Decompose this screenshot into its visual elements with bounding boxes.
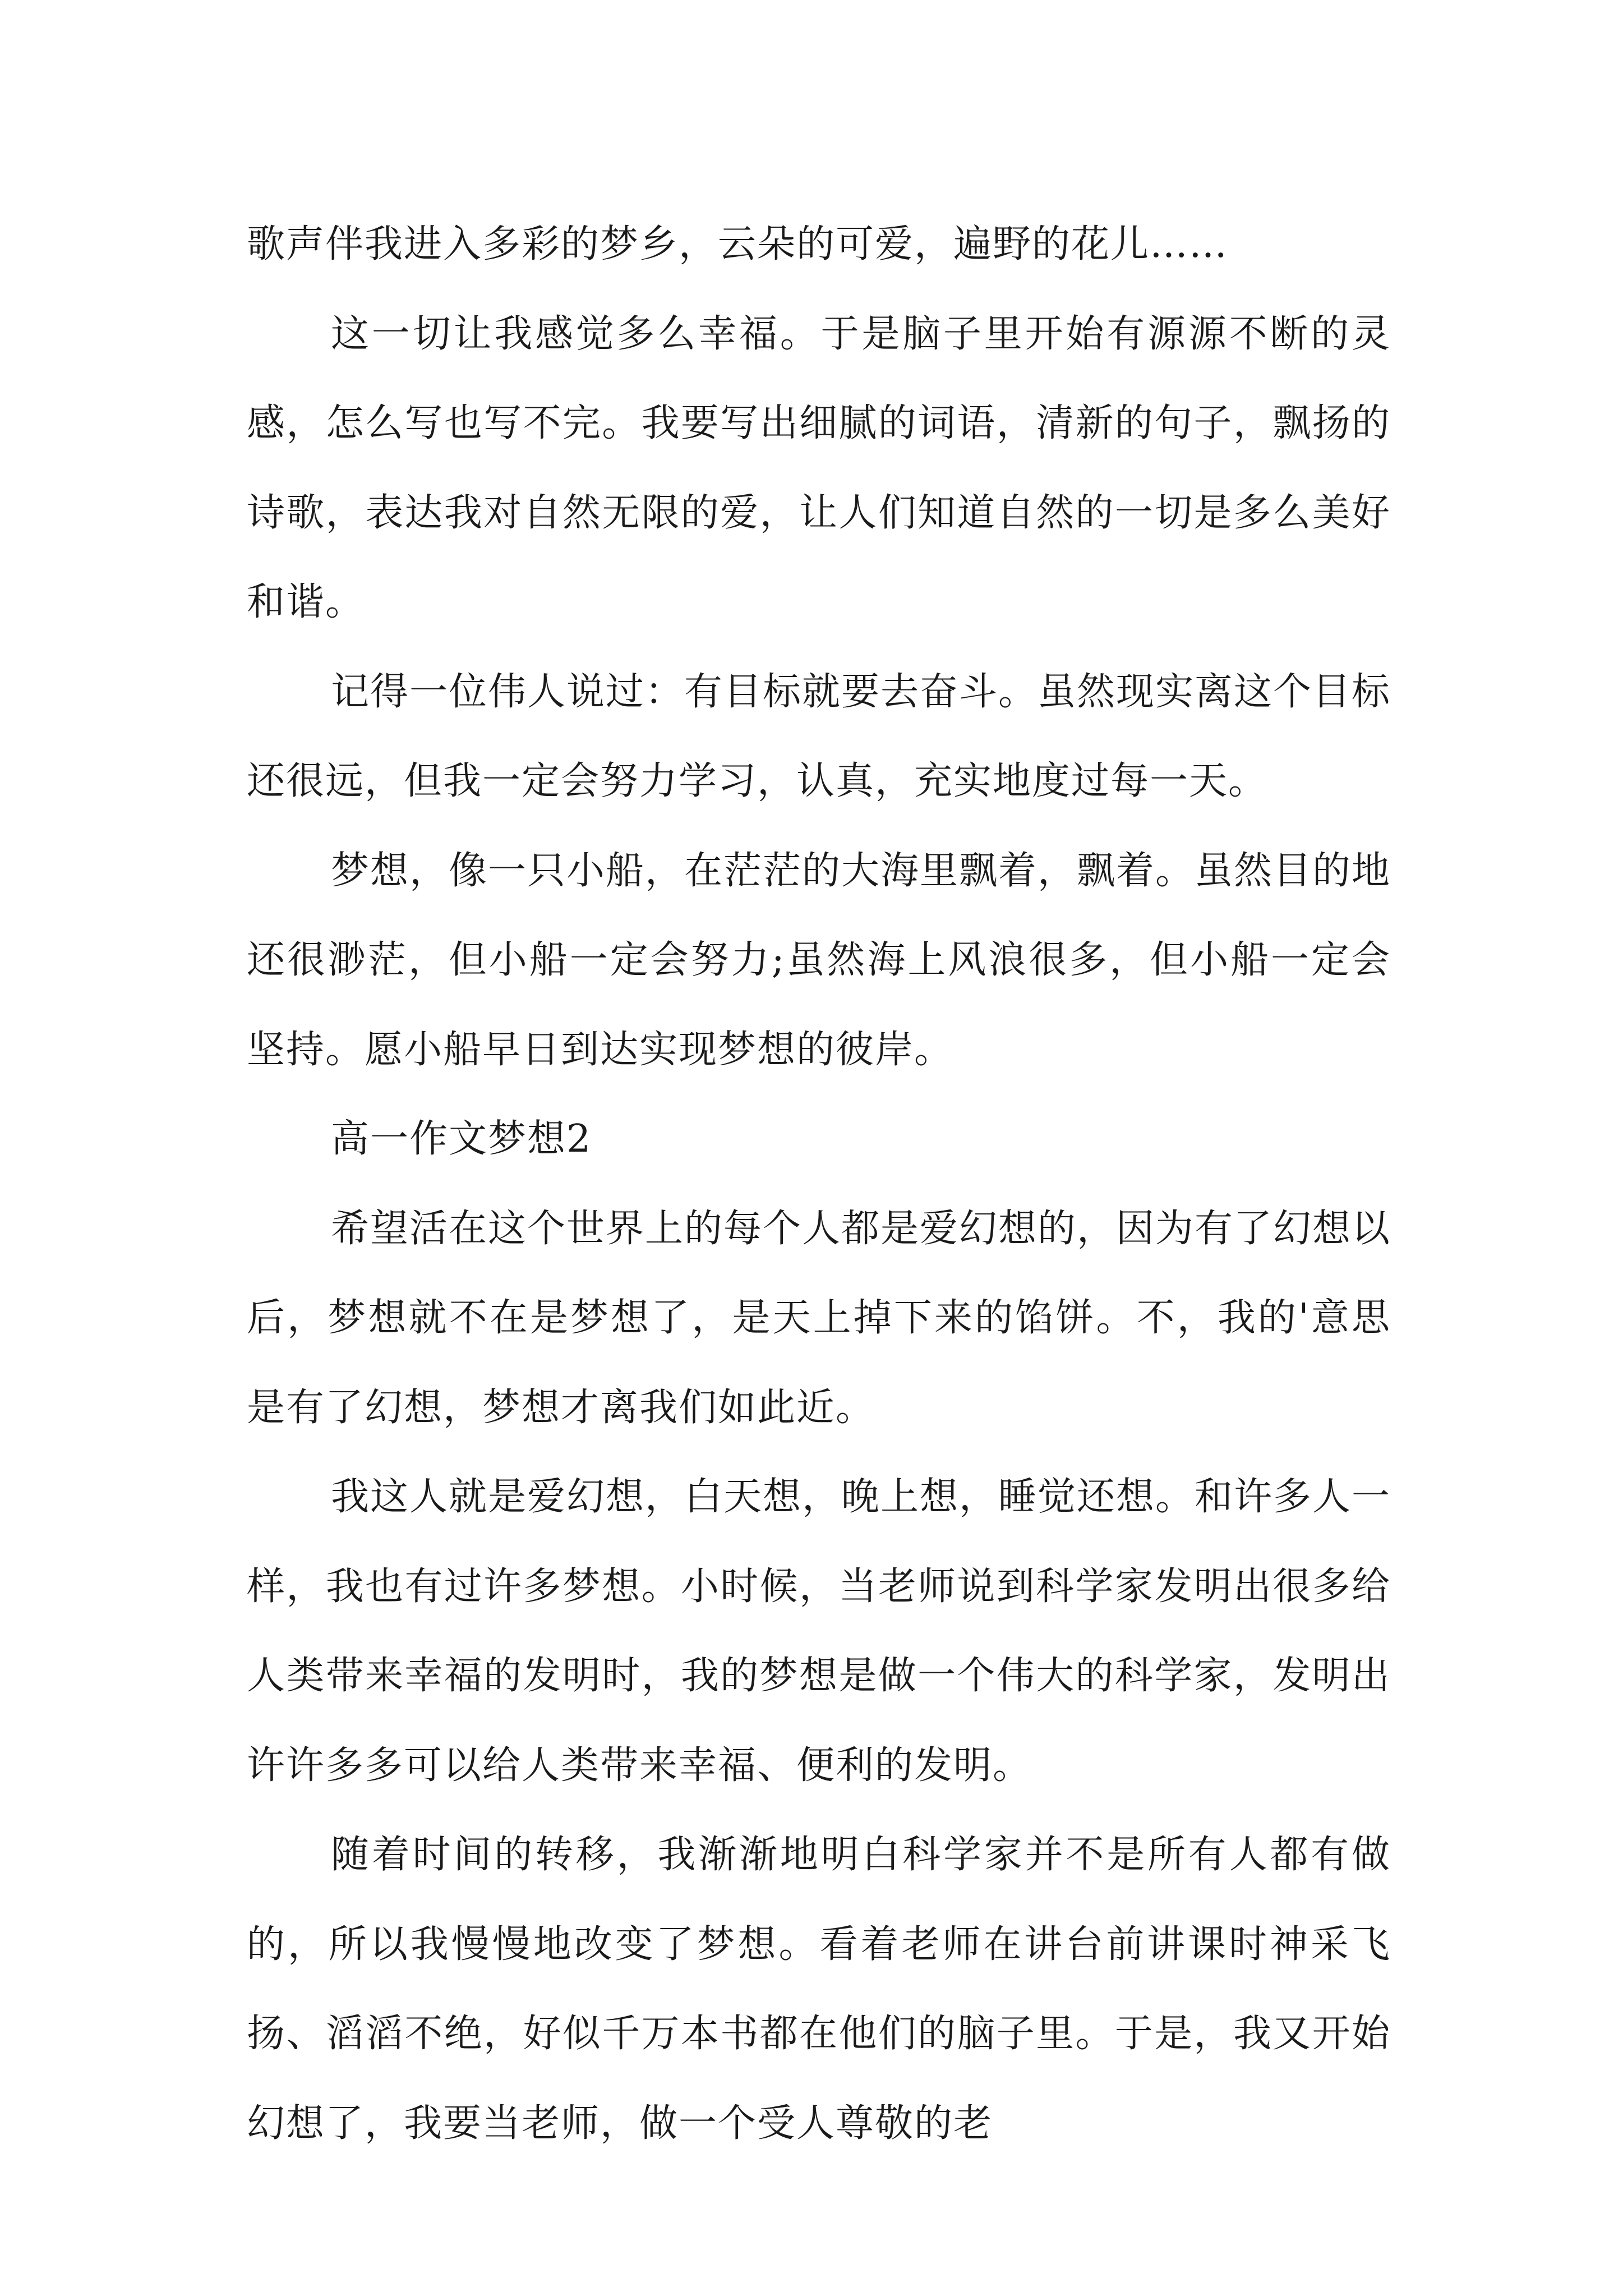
paragraph-4: 梦想，像一只小船，在茫茫的大海里飘着，飘着。虽然目的地还很渺茫，但小船一定会努力;虽然海上风浪很多，但小船一定会坚持。愿小船早日到达实现梦想的彼岸。: [247, 848, 1391, 1072]
paragraph-3: 记得一位伟人说过：有目标就要去奋斗。虽然现实离这个目标还很远，但我一定会努力学习，认真，充实地度过每一天。: [247, 669, 1391, 803]
article-body: [247, 200, 1391, 2168]
paragraph-6: 希望活在这个世界上的每个人都是爱幻想的，因为有了幻想以后，梦想就不在是梦想了，是天上掉下来的馅饼。不，我的'意思是有了幻想，梦想才离我们如此近。: [247, 1206, 1391, 1430]
paragraph-2: 这一切让我感觉多么幸福。于是脑子里开始有源源不断的灵感，怎么写也写不完。我要写出细腻的词语，清新的句子，飘扬的诗歌，表达我对自然无限的爱，让人们知道自然的一切是多么美好和谐。: [247, 311, 1391, 624]
section-heading: 高一作文梦想2: [331, 1117, 592, 1161]
paragraph-1: 歌声伴我进入多彩的梦乡，云朵的可爱，遍野的花儿……: [247, 222, 1229, 266]
paragraph-8: 随着时间的转移，我渐渐地明白科学家并不是所有人都有做的，所以我慢慢地改变了梦想。看着老师在讲台前讲课时神采飞扬、滔滔不绝，好似千万本书都在他们的脑子里。于是，我又开始幻想了，我要当老师，做一个受人尊敬的老: [247, 1833, 1391, 2146]
paragraph-7: 我这人就是爱幻想，白天想，晚上想，睡觉还想。和许多人一样，我也有过许多梦想。小时候，当老师说到科学家发明出很多给人类带来幸福的发明时，我的梦想是做一个伟大的科学家，发明出许许多多可以给人类带来幸福、便利的发明。: [247, 1475, 1391, 1788]
